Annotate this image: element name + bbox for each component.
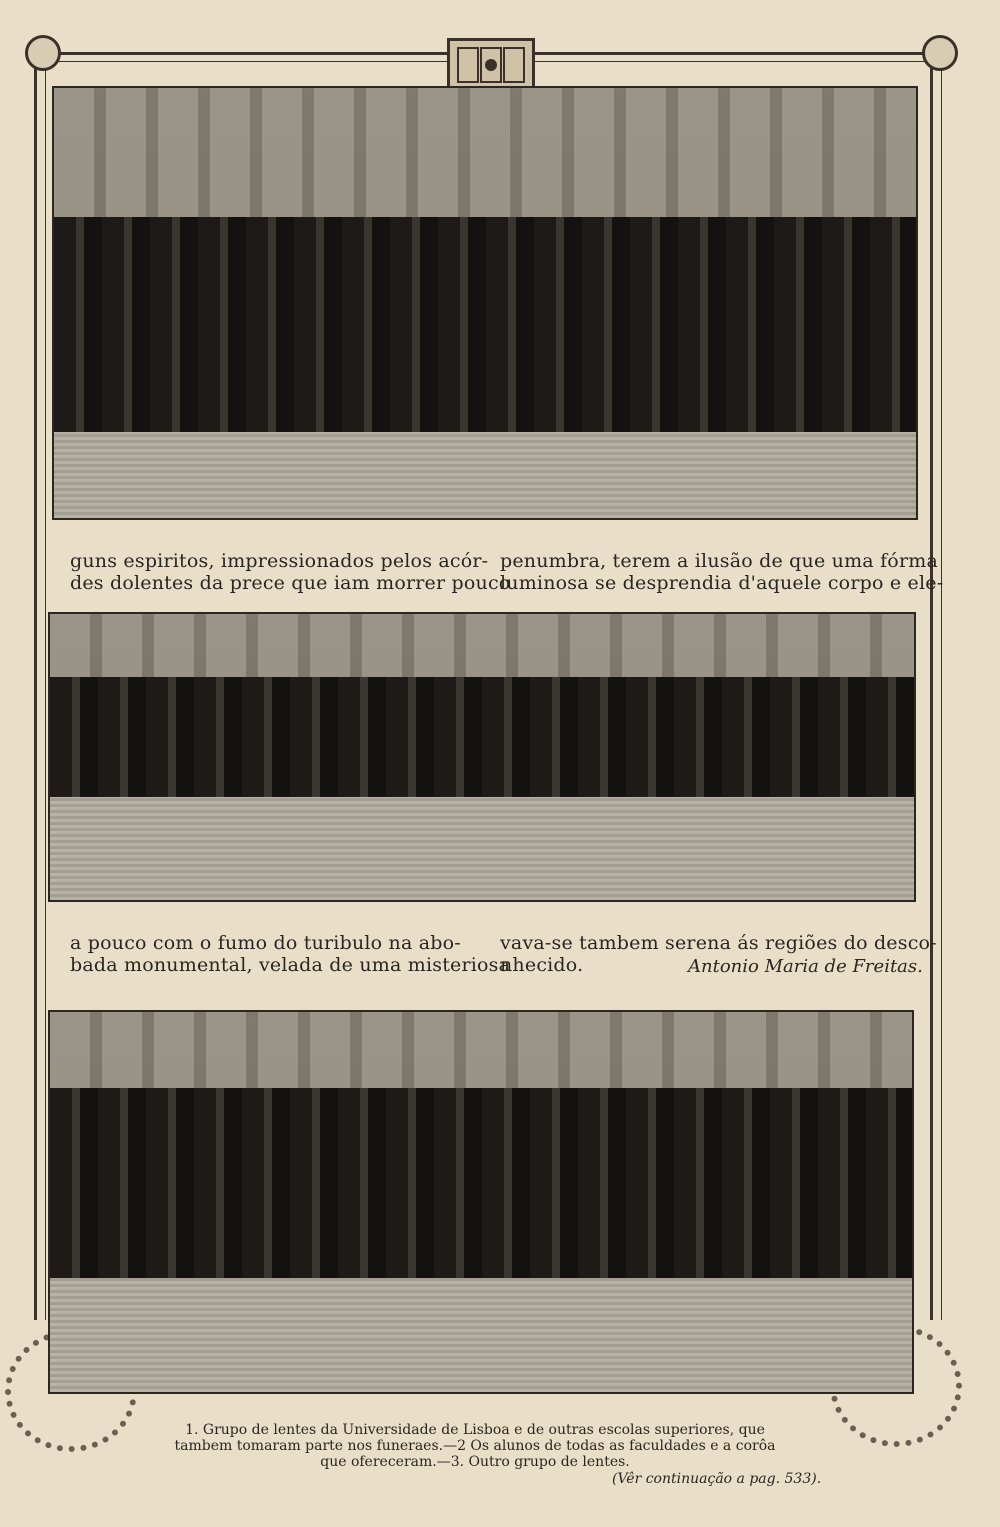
text-line: nhecido.: [500, 954, 584, 976]
photo-crowd: [50, 1088, 912, 1308]
photo-2-students-wreath: [48, 612, 916, 902]
text-block-1-left: [70, 550, 511, 594]
photo-street: [50, 797, 914, 900]
coat-of-arms-ornament: [447, 38, 535, 92]
photo-crowd: [54, 217, 916, 441]
text-line: vava-se tambem serena ás regiões do desco-: [500, 932, 937, 954]
text-block-2-left: [70, 932, 511, 976]
photo-street: [50, 1278, 912, 1392]
crest-icon: [456, 46, 526, 84]
author-signature: Antonio Maria de Freitas.: [688, 956, 923, 977]
text-line: guns espiritos, impressionados pelos acór-: [70, 550, 489, 572]
text-line: a pouco com o fumo do turibulo na abo-: [70, 932, 461, 954]
caption-line: 1. Grupo de lentes da Universidade de Lisboa e de outras escolas superiores, que: [185, 1422, 765, 1438]
continuation-note: (Vêr continuação a pag. 533).: [612, 1471, 822, 1487]
frame-right-border: [930, 60, 942, 1320]
text-block-1-right: [500, 550, 944, 594]
frame-left-border: [34, 60, 46, 1320]
photo-caption: [165, 1422, 785, 1470]
frame-scroll-ornament-left: [25, 35, 61, 71]
caption-line: tambem tomaram parte nos funeraes.—2 Os alunos de todas as faculdades e a corôa: [174, 1438, 776, 1454]
photo-1-professors-procession: [52, 86, 918, 520]
text-line: luminosa se desprendia d'aquele corpo e ele-: [500, 572, 944, 594]
text-line: des dolentes da prece que iam morrer pouco: [70, 572, 511, 594]
photo-crowd: [50, 677, 914, 814]
photo-3-professors-group: [48, 1010, 914, 1394]
frame-scroll-ornament-right: [922, 35, 958, 71]
text-line: penumbra, terem a ilusão de que uma fórma: [500, 550, 938, 572]
text-line: bada monumental, velada de uma misteriosa: [70, 954, 511, 976]
photo-street: [54, 432, 916, 518]
caption-line: que ofereceram.—3. Outro grupo de lentes.: [320, 1454, 630, 1470]
